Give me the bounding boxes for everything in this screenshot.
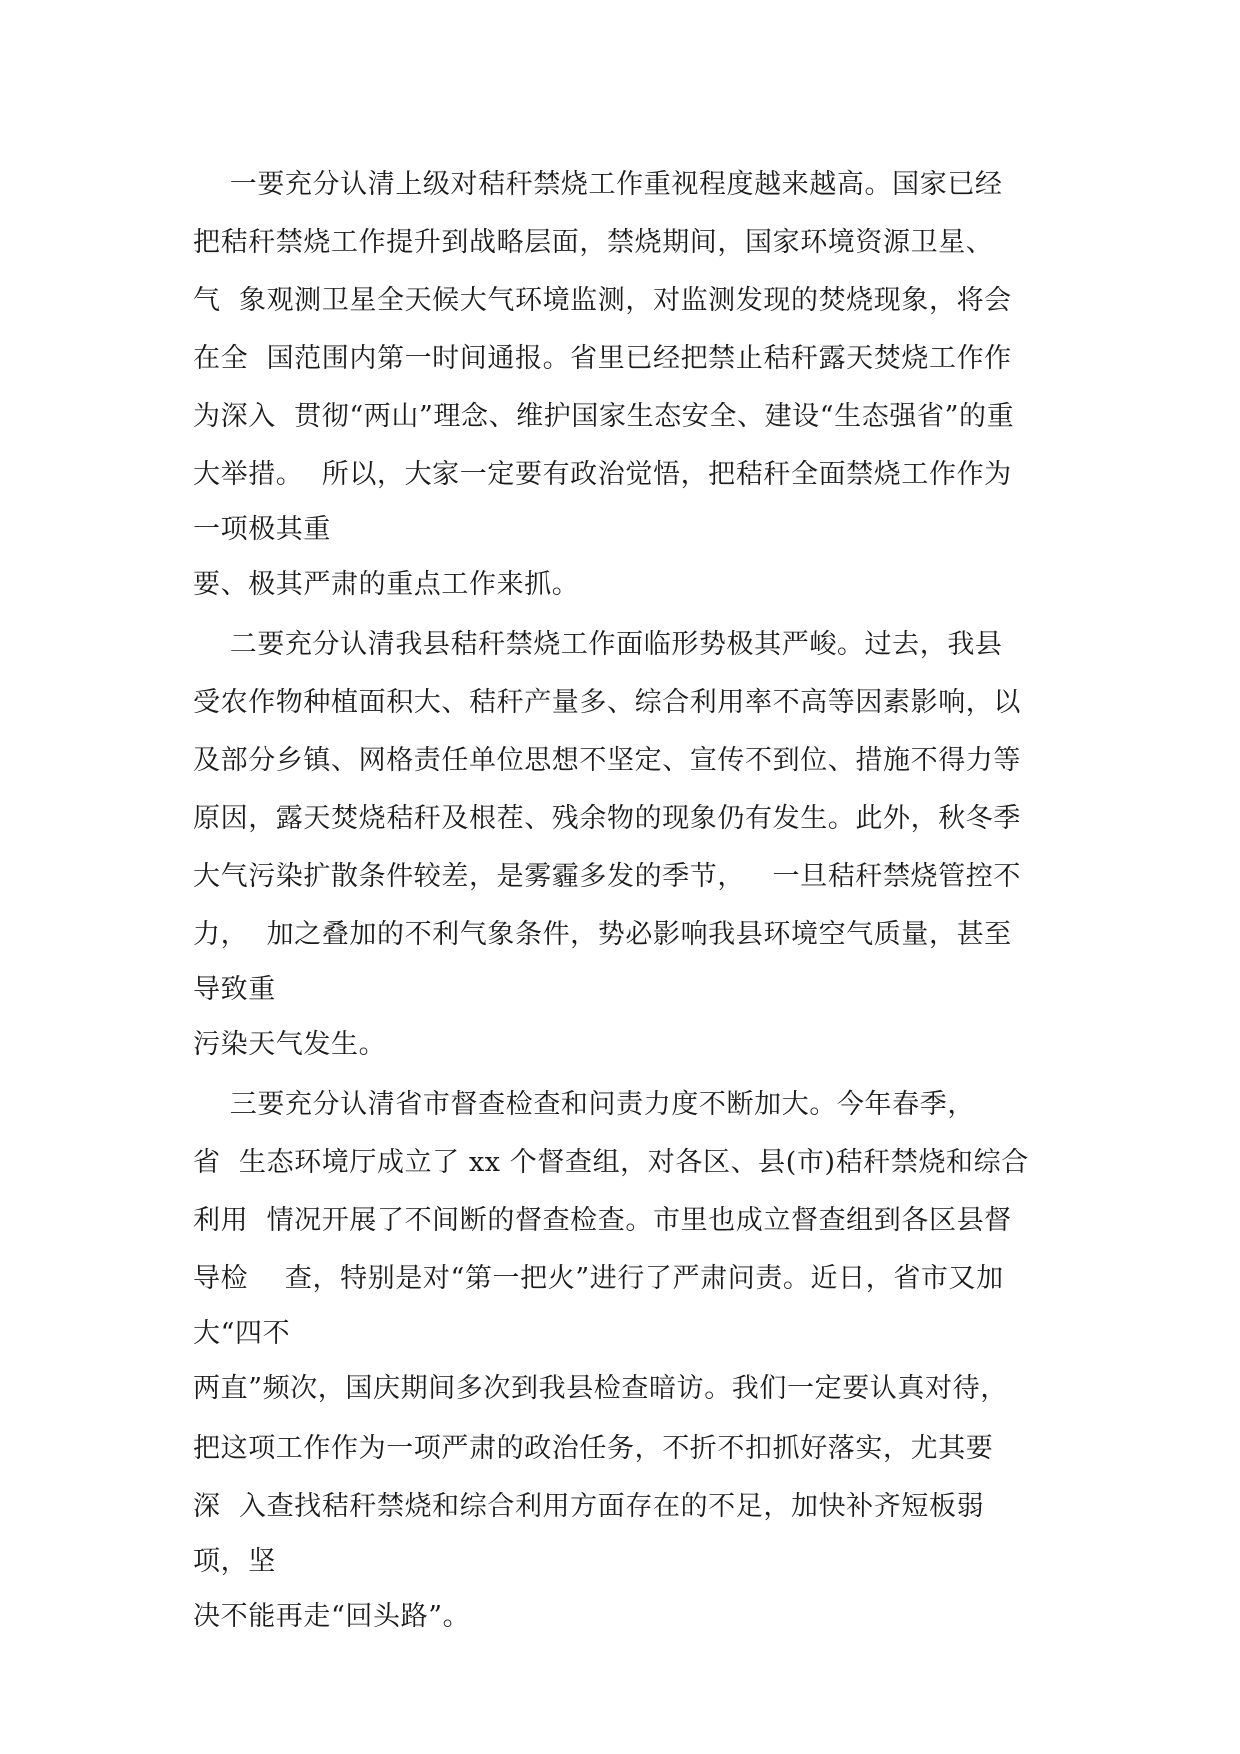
paragraph-2-line-6: 力， 加之叠加的不利气象条件，势必影响我县环境空气质量，甚至 xyxy=(193,919,1012,950)
paragraph-2-line-7: 导致重 xyxy=(193,974,276,1005)
paragraph-2-line-5: 大气污染扩散条件较差，是雾霾多发的季节， 一旦秸秆禁烧管控不 xyxy=(193,861,1021,892)
paragraph-1-line-1: 一要充分认清上级对秸秆禁烧工作重视程度越来越高。国家已经 xyxy=(193,169,1003,200)
paragraph-3-line-9: 项，坚 xyxy=(193,1546,276,1577)
paragraph-3-line-3: 利用 情况开展了不间断的督查检查。市里也成立督查组到各区县督 xyxy=(193,1205,1012,1236)
paragraph-3-line-4: 导检 查，特别是对“第一把火”进行了严肃问责。近日，省市又加 xyxy=(193,1263,1004,1294)
paragraph-1-line-8: 要、极其严肃的重点工作来抓。 xyxy=(193,569,580,600)
paragraph-3-line-2: 省 生态环境厅成立了 xx 个督查组，对各区、县(市)秸秆禁烧和综合 xyxy=(193,1147,1029,1178)
paragraph-3-line-1: 三要充分认清省市督查检查和问责力度不断加大。今年春季， xyxy=(193,1089,975,1120)
paragraph-2-line-4: 原因，露天焚烧秸秆及根茬、残余物的现象仍有发生。此外，秋冬季 xyxy=(193,803,1021,834)
paragraph-1-line-7: 一项极其重 xyxy=(193,514,331,545)
paragraph-3-line-8: 深 入查找秸秆禁烧和综合利用方面存在的不足，加快补齐短板弱 xyxy=(193,1491,985,1522)
paragraph-1-line-3: 气 象观测卫星全天候大气环境监测，对监测发现的焚烧现象，将会 xyxy=(193,285,1012,316)
paragraph-2-line-2: 受农作物种植面积大、秸秆产量多、综合利用率不高等因素影响，以 xyxy=(193,687,1021,718)
paragraph-2-line-8: 污染天气发生。 xyxy=(193,1029,387,1060)
paragraph-1-line-5: 为深入 贯彻“两山”理念、维护国家生态安全、建设“生态强省”的重 xyxy=(193,401,1015,432)
paragraph-2-line-1: 二要充分认清我县秸秆禁烧工作面临形势极其严峻。过去，我县 xyxy=(193,629,1003,660)
paragraph-3-line-5: 大“四不 xyxy=(193,1318,291,1349)
paragraph-1-line-4: 在全 国范围内第一时间通报。省里已经把禁止秸秆露天焚烧工作作 xyxy=(193,343,1012,374)
paragraph-2-line-3: 及部分乡镇、网格责任单位思想不坚定、宣传不到位、措施不得力等 xyxy=(193,745,1021,776)
paragraph-3-line-6: 两直”频次，国庆期间多次到我县检查暗访。我们一定要认真对待， xyxy=(193,1373,1008,1404)
paragraph-1-line-6: 大举措。 所以，大家一定要有政治觉悟，把秸秆全面禁烧工作作为 xyxy=(193,459,1012,490)
paragraph-1-line-2: 把秸秆禁烧工作提升到战略层面，禁烧期间，国家环境资源卫星、 xyxy=(193,227,994,258)
paragraph-3-line-7: 把这项工作作为一项严肃的政治任务，不折不扣抓好落实，尤其要 xyxy=(193,1433,994,1464)
paragraph-3-line-10: 决不能再走“回头路”。 xyxy=(193,1601,471,1632)
